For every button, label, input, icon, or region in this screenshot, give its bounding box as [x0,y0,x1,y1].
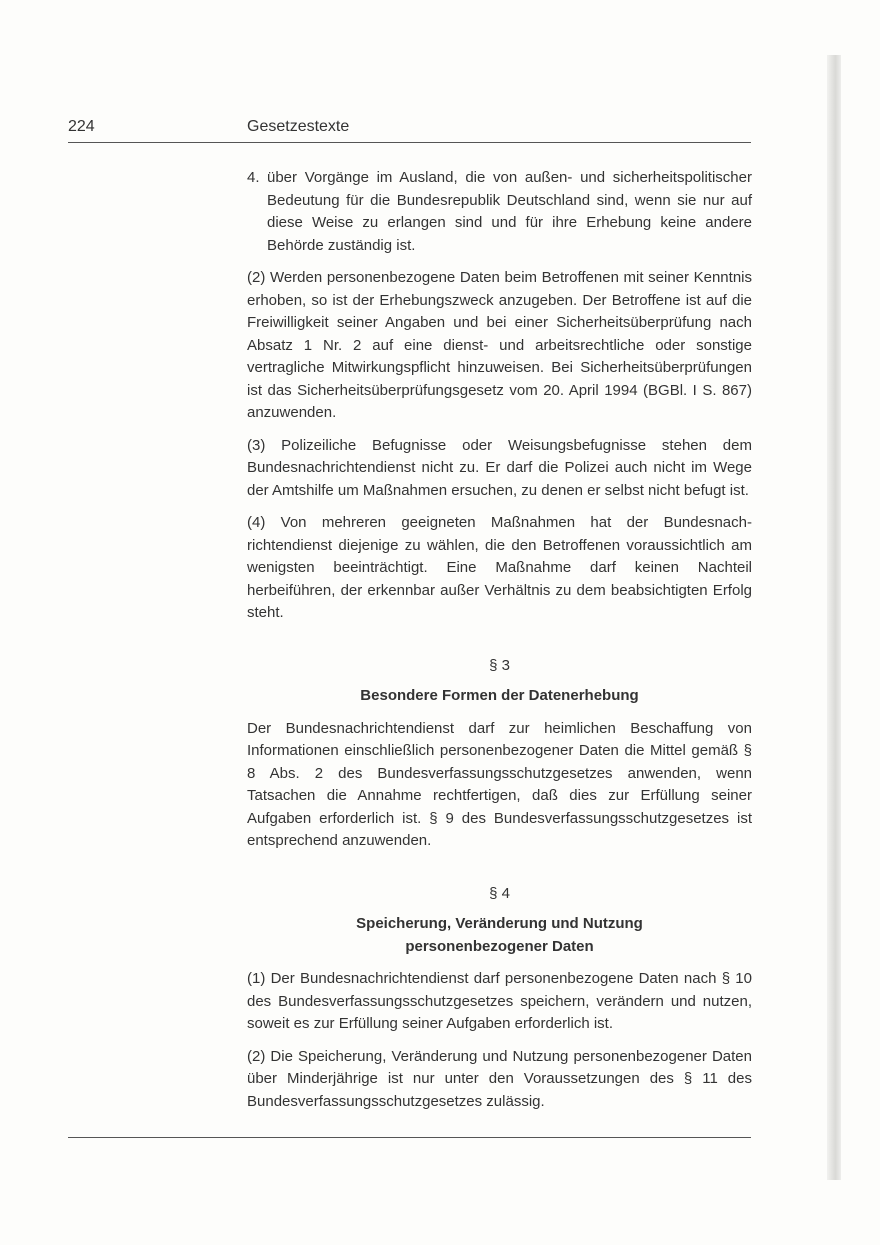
section-4-heading-line1: Speicherung, Veränderung und Nutzung [356,915,643,932]
list-item-4 [247,167,752,257]
page-edge-shadow [827,55,841,1180]
section-4-paragraph-2: (2) Die Speicherung, Veränderung und Nutzung personenbezogener Daten über Minderjährige ist nur unter den Voraussetzungen des § 11 des Bundesverfassungsschutzgesetzes zulässig. [247,1047,752,1110]
paragraph-4: (4) Von mehreren geeigneten Maßnahmen hat der Bundesnachrichtendienst diejenige zu wählen, die den Betroffenen voraussichtlich am wenigsten beeinträchtigt. Eine Maßnahme darf keinen Nachteil herbeiführen, der erkennbar außer Verhältnis zu dem beabsichtigten Erfolg steht. [247,514,752,621]
page-number: 224 [68,118,95,135]
footer-rule [68,1137,751,1138]
paragraph-3: (3) Polizeiliche Befugnisse oder Weisungsbefugnisse stehen dem Bundesnachrichtendienst nicht zu. Er darf die Polizei auch nicht im Wege der Amtshilfe um Maßnahmen ersuchen, zu denen er selbst nicht befugt ist. [247,436,752,499]
header-rule [68,142,751,143]
paragraph-2: (2) Werden personenbezogene Daten beim Betroffenen mit seiner Kenntnis erhoben, so ist der Erhebungszweck anzugeben. Der Betroffene ist auf die Freiwilligkeit seiner Angaben und bei einer Sicherheitsüberprüfung nach Absatz 1 Nr. 2 auf eine dienst- und arbeitsrechtliche oder sonstige vertragliche Mitwirkungspflicht hinzuweisen. Bei Sicherheitsüberprüfungen ist das Sicherheitsüberprüfungsgesetz vom 20. April 1994 (BGBl. I S. 867) anzuwenden. [247,269,752,421]
section-4-heading-line2: personenbezogener Daten [405,937,594,955]
section-4-sign: § 4 [489,884,510,902]
body-content [247,167,752,1123]
page-header [68,118,752,144]
section-4-paragraph-1: (1) Der Bundesnachrichtendienst darf personenbezogene Daten nach § 10 des Bundesverfassungsschutzgesetzes speichern, verändern und nutzen, soweit es zur Erfüllung seiner Aufgaben erforderlich ist. [247,970,752,1032]
list-item-number: 4. [247,169,260,186]
running-title: Gesetzestexte [247,118,350,135]
section-3-sign: § 3 [489,656,510,674]
section-3-text: Der Bundesnachrichtendienst darf zur heimlichen Beschaffung von Informationen einschließlich personenbezogener Daten die Mittel gemäß § 8 Abs. 2 des Bundesverfassungsschutzgesetzes anwenden, wenn Tatsachen die Annahme rechtfertigen, daß dies zur Erfüllung seiner Aufgaben erforderlich ist. § 9 des Bundesverfassungsschutzgesetzes ist entsprechend anzuwenden. [247,719,752,849]
list-item-text: über Vorgänge im Ausland, die von außen- und sicherheitspolitischer Bedeutung für die Bundesrepublik Deutschland sind, wenn sie nur auf diese Weise zu erlangen sind und für ihre Erhebung keine andere Behörde zuständig ist. [267,169,752,254]
section-3-heading: Besondere Formen der Datenerhebung [360,687,639,704]
section-4-heading [247,913,752,958]
